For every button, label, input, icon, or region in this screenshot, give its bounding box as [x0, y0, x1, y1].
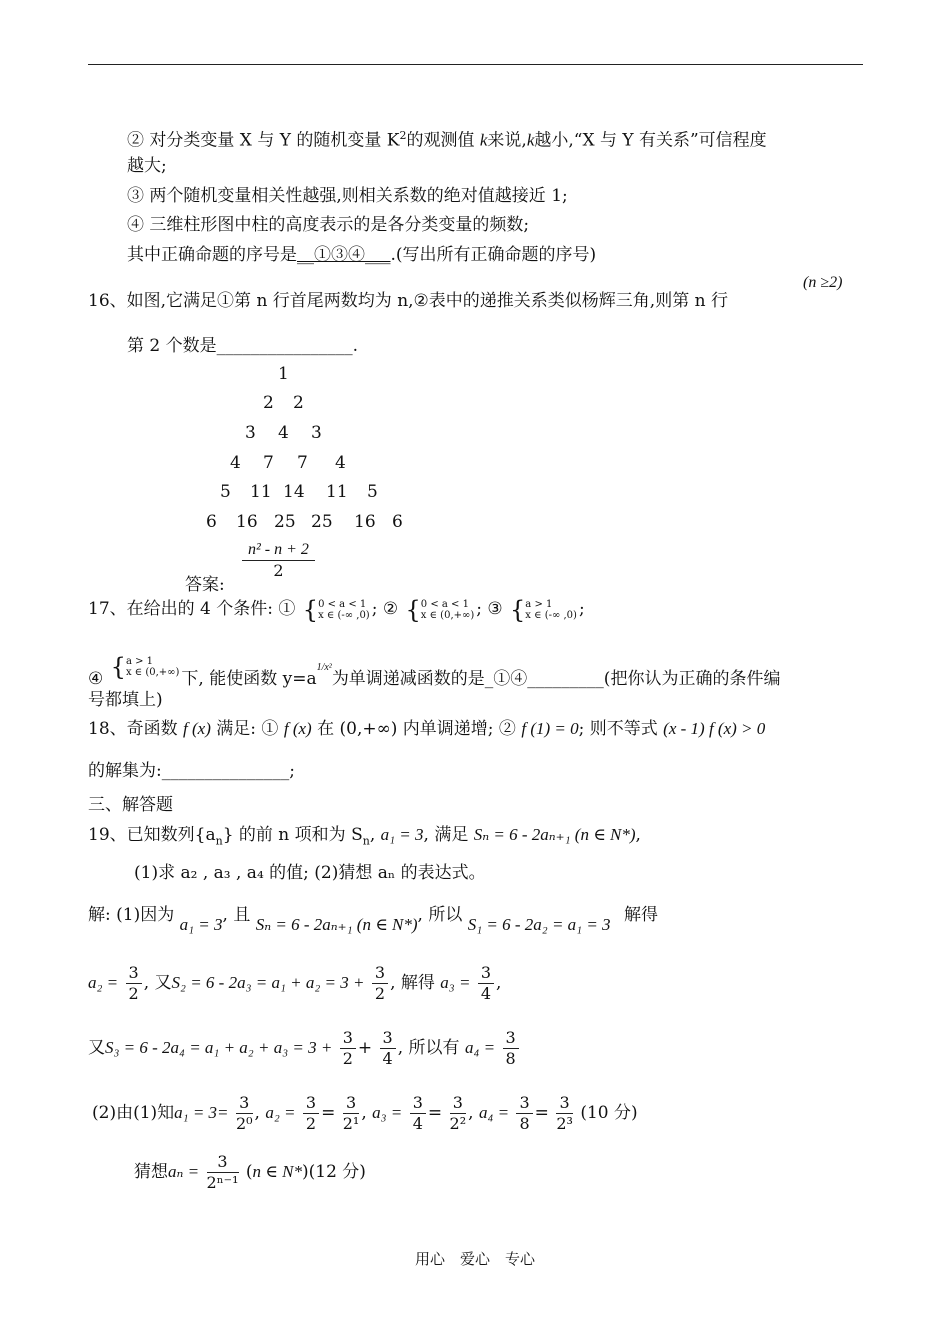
question-18: 18、奇函数 f (x) 满足: ① f (x) 在 (0,+∞) 内单调递增; ② f (1) = 0; 则不等式 (x - 1) f (x) > 0	[88, 719, 766, 739]
triangle-cell: 11	[250, 482, 272, 502]
condition-3: {a > 1 x ∈ (-∞ ,0)	[510, 595, 577, 624]
header-rule	[88, 64, 863, 65]
triangle-cell: 11	[326, 482, 348, 502]
condition-1: {0 < a < 1 x ∈ (-∞ ,0)	[302, 595, 370, 624]
triangle-cell: 7	[297, 453, 308, 473]
question-17-end: 号都填上)	[88, 690, 163, 710]
triangle-cell: 3	[311, 423, 322, 443]
question-19-parts: (1)求 a₂ , a₃ , a₄ 的值; (2)猜想 aₙ 的表达式。	[134, 863, 486, 883]
question-16: 16、如图,它满足①第 n 行首尾两数均为 n,②表中的递推关系类似杨辉三角,则第 n 行	[88, 291, 728, 311]
triangle-cell: 25	[274, 512, 296, 532]
answer-label-16: 答案:	[185, 575, 225, 595]
page-footer: 用心 爱心 专心	[414, 1250, 535, 1268]
statement-2-cont: 越大;	[127, 156, 167, 176]
statement-2: ② 对分类变量 X 与 Y 的随机变量 $K^2$的观测值 k来说,k越小,“X 与 Y 有关系”可信程度	[127, 129, 767, 151]
condition-4: {a > 1 x ∈ (0,+∞)	[110, 653, 180, 681]
triangle-cell: 4	[335, 453, 346, 473]
triangle-cell: 16	[354, 512, 376, 532]
triangle-cell: 25	[311, 512, 333, 532]
triangle-cell: 2	[293, 393, 304, 413]
solution-line-1: 解: (1)因为 a₁ = 3, 且 Sₙ = 6 - 2aₙ₊₁ (n ∈ N*), 所以 S₁ = 6 - 2a₂ = a₁ = 3 解得	[88, 905, 658, 934]
statement-3: ③ 两个随机变量相关性越强,则相关系数的绝对值越接近 1;	[127, 186, 568, 206]
triangle-cell: 5	[220, 482, 231, 502]
question-18-cont: 的解集为:_______________;	[88, 761, 295, 781]
question-16-blank-line: 第 2 个数是________________.	[127, 336, 359, 356]
question-19: 19、已知数列$\{a_n\}$ 的前 n 项和为 $S_n$, a₁ = 3, 满足 Sₙ = 6 - 2aₙ₊₁ (n ∈ N*),	[88, 825, 641, 848]
triangle-cell: 1	[278, 364, 289, 384]
solution-line-4: (2)由(1)知a₁ = 3= $\frac{3}{\text{2⁰}}$ , a₂ = $\frac{3}{2}$ = $\frac{3}{\text{2¹}}$ , a₃ = $\frac{3}{4}$ = $\frac{3}{\text{2²}}$ , a₄ = $\frac{3}{8}$ = $\frac{3}{\text{2³}}$ (10 分)	[92, 1093, 638, 1133]
triangle-cell: 16	[236, 512, 258, 532]
condition-2: {0 < a < 1 x ∈ (0,+∞)	[405, 595, 475, 624]
triangle-cell: 4	[278, 423, 289, 443]
answer-fraction-16: $\frac{\text{n² - n + 2}}{2}$	[240, 540, 317, 581]
statement-4: ④ 三维柱形图中柱的高度表示的是各分类变量的频数;	[127, 215, 530, 235]
triangle-cell: 4	[230, 453, 241, 473]
solution-line-2: a₂ = $\frac{3}{2}$ , 又S₂ = 6 - 2a₃ = a₁ + a₂ = 3 + $\frac{3}{2}$ , 解得 a₃ = $\frac{3}{4}$ ,	[88, 963, 502, 1003]
triangle-cell: 6	[392, 512, 403, 532]
triangle-cell: 5	[367, 482, 378, 502]
question-17: 17、在给出的 4 个条件: ① {0 < a < 1 x ∈ (-∞ ,0) ; ② {0 < a < 1 x ∈ (0,+∞) ; ③ {a > 1 x ∈ (-∞ ,0) ;	[88, 595, 585, 624]
section-3-title: 三、解答题	[88, 795, 173, 815]
triangle-cell: 14	[283, 482, 305, 502]
triangle-cell: 7	[263, 453, 274, 473]
answer-line-15: 其中正确命题的序号是__①③④___.(写出所有正确命题的序号)	[127, 245, 597, 265]
triangle-cell: 2	[263, 393, 274, 413]
triangle-cell: 6	[206, 512, 217, 532]
question-17-cont: ④ {a > 1 x ∈ (0,+∞) 下, 能使函数 $y=a^{1/x^2}$为单调递减函数的是_①④_________(把你认为正确的条件编	[88, 653, 781, 689]
solution-line-5: 猜想aₙ = $\frac{3}{\text{2ⁿ⁻¹}}$ (n ∈ N*)(12 分)	[134, 1152, 366, 1192]
q16-condition: (n ≥2)	[803, 274, 843, 291]
triangle-cell: 3	[245, 423, 256, 443]
solution-line-3: 又S₃ = 6 - 2a₄ = a₁ + a₂ + a₃ = 3 + $\frac{3}{2}$ + $\frac{3}{4}$ , 所以有 a₄ = $\frac{3}{8}$	[88, 1028, 521, 1069]
